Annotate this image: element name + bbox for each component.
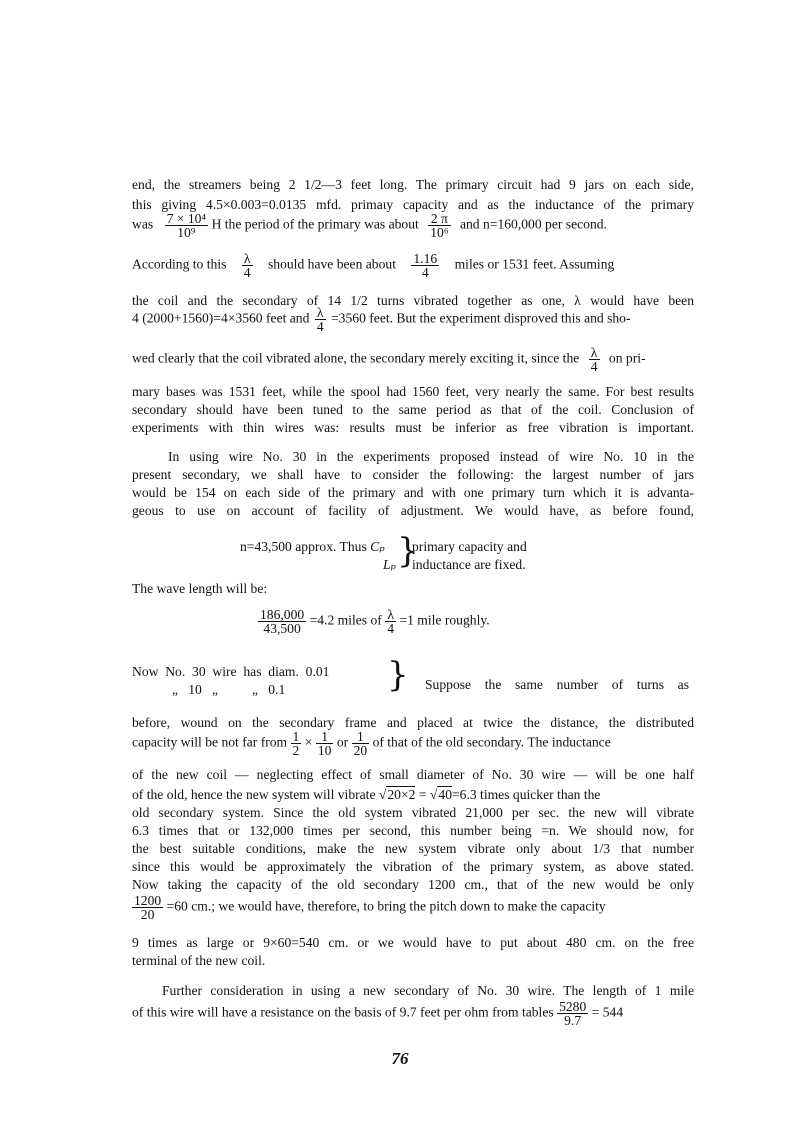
text-line: The wave length will be: [132,581,268,596]
denominator: 9.7 [564,1013,582,1028]
fraction [428,212,450,239]
numerator: 7 × 10⁴ [166,211,207,226]
page-number: 76 [391,1049,409,1068]
fraction [165,212,209,239]
text-fragment: or [336,734,349,750]
text-fragment: was [132,216,154,232]
text-fragment: 4 (2000+1560)=4×3560 feet and [132,310,310,326]
numerator: λ [315,306,326,320]
text-line: mary bases was 1531 feet, while the spool had 1560 feet, very nearly the same. For best results [132,384,694,399]
text-fragment: =6.3 times quicker than the [451,787,601,802]
brace-symbol: } [387,655,409,695]
text-line: of the new coil — neglecting effect of small diameter of No. 30 wire — will be one half [132,767,694,782]
text-fragment: n=43,500 approx. Thus [240,539,367,554]
numerator: λ [385,608,396,622]
text-fragment: = 544 [591,1004,624,1020]
text-line: since this would be approximately the vibration of the primary system, as above stated. [132,859,694,874]
denominator: 4 [387,621,395,636]
numerator: λ [242,252,253,266]
numerator: 1.16 [413,251,438,266]
numerator: 5280 [559,999,587,1014]
denominator: 10⁶ [430,225,449,240]
text-fragment: on pri- [608,350,646,366]
text-fragment: =60 cm.; we would have, therefore, to bring the pitch down to make the capacity [166,898,606,914]
symbol: Cₚ [370,539,385,554]
text-line: terminal of the new coil. [132,953,266,968]
radicand: 20×2 [387,787,416,802]
text-line: before, wound on the secondary frame and placed at twice the distance, the distributed [132,715,694,730]
fraction [411,252,439,279]
text-line: 9 times as large or 9×60=540 cm. or we would have to put about 480 cm. on the free [132,935,694,950]
text-line: secondary should have been tuned to the same period as that of the coil. Conclusion of [132,402,694,417]
denominator: 4 [316,319,324,334]
text-line: primary capacity and [412,539,527,554]
fraction [352,730,370,757]
formula-line [132,894,694,921]
formula-line [132,730,694,757]
fraction [242,252,253,279]
denominator: 10 [317,743,332,758]
denominator: 10⁹ [177,225,196,240]
text-line: the best suitable conditions, make the new system vibrate only about 1/3 that number [132,841,694,856]
denominator: 4 [590,359,598,374]
text-line: old secondary system. Since the old system vibrated 21,000 per sec. the new will vibrate [132,805,694,820]
text-line: end, the streamers being 2 1/2—3 feet long. The primary circuit had 9 jars on each side, [132,177,694,192]
symbol: Lₚ [383,557,396,572]
text-fragment: of that of the old secondary. The inductance [372,734,611,750]
text-fragment: H the period of the primary was about [211,216,419,232]
numerator: 1 [316,730,334,744]
formula-line [132,1000,694,1027]
radicand: 40 [438,787,452,802]
text-fragment: of this wire will have a resistance on the basis of 9.7 feet per ohm from tables [132,1004,554,1020]
text-line: Suppose the same number of turns as [425,677,689,692]
text-line: present secondary, we shall have to consider the following: the largest number of jars [132,467,694,482]
text-fragment: of the old, hence the new system will vibrate [132,787,376,802]
text-line: would be 154 on each side of the primary and with one primary turn which it is advanta- [132,485,694,500]
operator: × [304,734,313,750]
formula-line [132,306,694,333]
text-line: the coil and the secondary of 14 1/2 turns vibrated together as one, λ would have been [132,293,694,308]
text-line: In using wire No. 30 in the experiments proposed instead of wire No. 10 in the [168,449,694,464]
text-line: this giving 4.5×0.003=0.0135 mfd. primaιy capacity and as the inductance of the primary [132,197,694,212]
text-fragment: should have been about [268,256,396,272]
fraction [385,608,396,635]
text-line: geous to use on account of facility of adjustment. We would have, as before found, [132,503,694,518]
denominator: 4 [243,265,251,280]
formula-line: of the old, hence the new system will vibrate √20×2 = √40=6.3 times quicker than the [132,787,601,802]
text-fragment: =3560 feet. But the experiment disproved this and sho- [331,310,631,326]
numerator: 186,000 [260,607,305,622]
fraction [132,894,163,921]
text-line: Now taking the capacity of the old secondary 1200 cm., that of the new would be only [132,877,694,892]
numerator: 1 [292,729,300,744]
fraction [315,306,326,333]
formula-line [132,252,694,279]
text-fragment: and n=160,000 per second. [459,216,607,232]
numerator: 1200 [134,893,162,908]
text-line: „ 10 „ „ 0.1 [172,682,286,697]
text-fragment: capacity will be not far from [132,734,288,750]
text-line: 6.3 times that or 132,000 times per second, this number being =n. We should now, for [132,823,694,838]
text-fragment: =1 mile roughly. [399,612,490,628]
numerator: 2 π [428,212,450,226]
text-line: Now No. 30 wire has diam. 0.01 [132,664,330,679]
numerator: λ [589,346,600,360]
denominator: 20 [140,907,155,922]
text-fragment: According to this [132,256,227,272]
text-line: Further consideration in using a new secondary of No. 30 wire. The length of 1 mile [162,983,694,998]
numerator: 1 [352,730,370,744]
brace-symbol: } [397,531,419,571]
fraction [557,1000,588,1027]
fraction [589,346,600,373]
formula-line [258,608,658,635]
denominator: 20 [353,743,368,758]
denominator: 4 [421,265,429,280]
text-fragment: wed clearly that the coil vibrated alone, the secondary merely exciting it, since the [132,350,580,366]
text-line: inductance are fixed. [412,557,526,572]
formula-line [132,212,694,239]
denominator: 43,500 [263,621,301,636]
fraction [316,730,334,757]
text-line: experiments with thin wires was: results must be inferior as free vibration is important. [132,420,694,435]
text-fragment: =4.2 miles of [309,612,382,628]
operator: = [418,787,427,802]
text-fragment: miles or 1531 feet. Assuming [454,256,615,272]
fraction [258,608,306,635]
fraction [291,730,302,757]
denominator: 2 [292,743,300,758]
formula-line [132,346,694,373]
